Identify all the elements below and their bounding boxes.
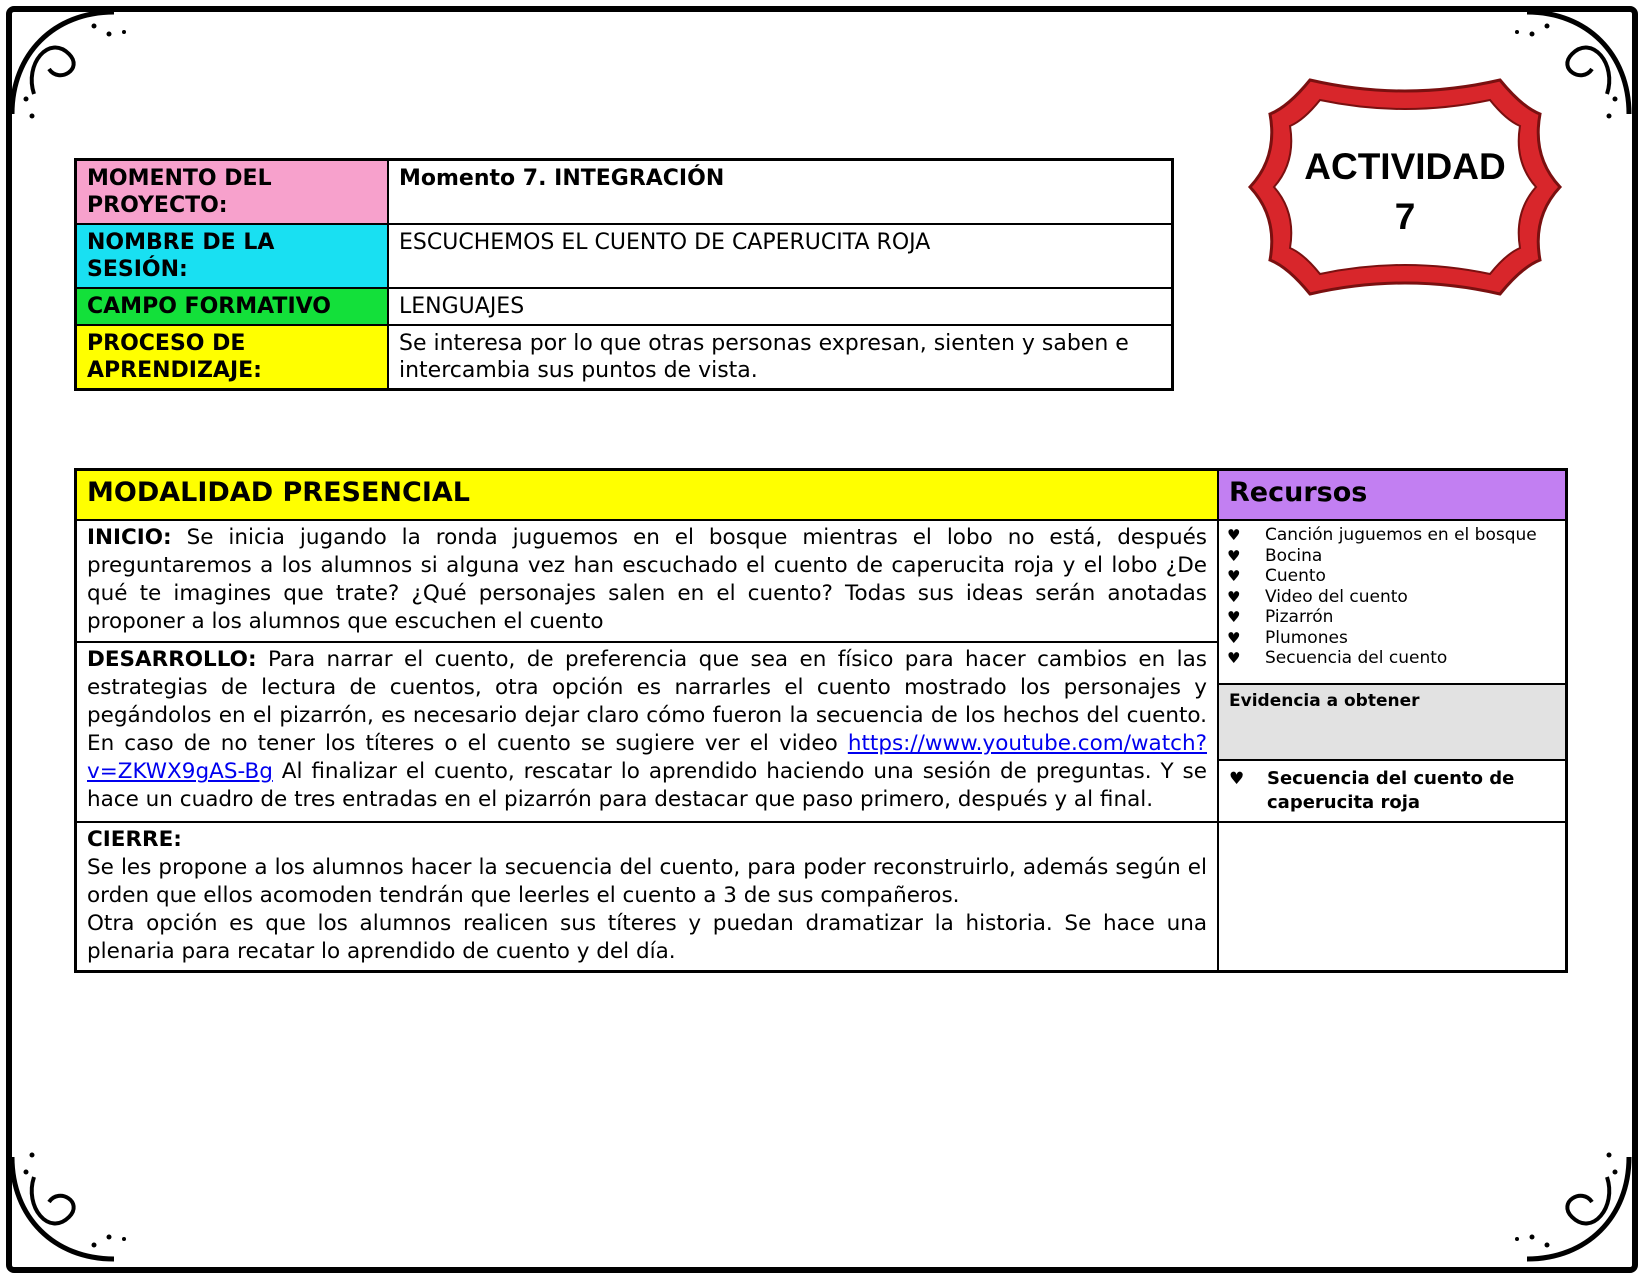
desarrollo-text: Para narrar el cuento, de preferencia que sea en físico para hacer cambios en las estrategias de lectura de cuentos, otra opción es narrarles el cuento mostrado los personajes y pegándolos en el pizarrón, es necesario dejar claro cómo fueron la secuencia de los hechos del cuento. En caso de no tener los títeres o el cuento se sugiere ver el video xyxy=(87,647,1207,757)
cierre-text-1: Se les propone a los alumnos hacer la secuencia del cuento, para poder reconstruirlo, además según el orden que ellos acomoden tendrán que leerles el cuento a 3 de sus compañeros. xyxy=(87,854,1207,908)
session-info-table xyxy=(74,158,1174,391)
inicio-text: Se inicia jugando la ronda juguemos en el bosque mientras el lobo no está, después preguntaremos a los alumnos si alguna vez han escuchado el cuento de caperucita roja y el lobo ¿De qué te imagines que trate? ¿Qué personajes salen en el cuento? Todas sus ideas serán anotadas proponer a los alumnos que escuchen el cuento xyxy=(87,525,1207,634)
desarrollo-section xyxy=(76,642,1219,821)
corner-flourish-bottom-left xyxy=(4,1117,154,1267)
youtube-video-link[interactable]: https://www.youtube.com/watch?v=ZKWX9gAS-Bg xyxy=(87,731,1207,785)
heart-icon: ♥ xyxy=(1227,526,1241,544)
cierre-section xyxy=(76,822,1219,972)
inicio-label: INICIO: xyxy=(87,525,172,550)
momento-value: Momento 7. INTEGRACIÓN xyxy=(388,160,1173,225)
evidencia-label: Evidencia a obtener xyxy=(1219,683,1565,761)
heart-icon: ♥ xyxy=(1227,649,1241,667)
activity-badge xyxy=(1240,62,1570,312)
heart-icon: ♥ xyxy=(1227,587,1241,606)
sesion-label: NOMBRE DE LA SESIÓN: xyxy=(76,224,389,288)
campo-value: LENGUAJES xyxy=(388,288,1173,325)
evidencia-text: Secuencia del cuento de caperucita roja xyxy=(1267,767,1515,813)
badge-title: ACTIVIDAD xyxy=(1304,146,1506,187)
recursos-heading: Recursos xyxy=(1218,470,1567,521)
heart-icon: ♥ xyxy=(1227,628,1241,647)
momento-label: MOMENTO DEL PROYECTO: xyxy=(76,160,389,225)
info-row-campo xyxy=(76,288,1173,325)
desarrollo-label: DESARROLLO: xyxy=(87,647,257,673)
info-row-momento xyxy=(76,160,1173,225)
sesion-value: ESCUCHEMOS EL CUENTO DE CAPERUCITA ROJA xyxy=(388,224,1173,288)
inicio-section xyxy=(76,520,1219,642)
list-item: ♥ Bocina xyxy=(1227,545,1323,566)
list-item: ♥ Video del cuento xyxy=(1227,586,1408,607)
list-item: ♥ Plumones xyxy=(1227,627,1348,648)
proceso-label: PROCESO DE APRENDIZAJE: xyxy=(76,325,389,390)
corner-flourish-top-left xyxy=(4,4,154,154)
desarrollo-text-after: Al finalizar el cuento, rescatar lo aprendido haciendo una sesión de preguntas. Y se hace un cuadro de tres entradas en el pizarrón para destacar que paso primero, después y al final. xyxy=(87,759,1207,813)
recursos-cell xyxy=(1218,520,1567,822)
list-item: ♥ Cuento xyxy=(1227,566,1326,586)
cierre-text-2: Otra opción es que los alumnos realicen sus títeres y puedan dramatizar la historia. Se hace una plenaria para recatar lo aprendido de cuento y del día. xyxy=(87,910,1207,964)
heart-icon: ♥ xyxy=(1227,546,1241,565)
evidencia-item xyxy=(1219,761,1565,821)
list-item: ♥ Canción juguemos en el bosque xyxy=(1227,525,1537,545)
cierre-label: CIERRE: xyxy=(87,826,182,852)
info-row-proceso xyxy=(76,325,1173,390)
corner-flourish-bottom-right xyxy=(1487,1117,1637,1267)
info-row-sesion xyxy=(76,224,1173,288)
heart-icon: ♥ xyxy=(1227,608,1241,626)
modalidad-heading: MODALIDAD PRESENCIAL xyxy=(76,470,1219,521)
list-item: ♥ Pizarrón xyxy=(1227,607,1334,627)
badge-number: 7 xyxy=(1394,196,1416,237)
list-item: ♥ Secuencia del cuento xyxy=(1227,648,1448,668)
proceso-value: Se interesa por lo que otras personas expresan, sienten y saben e intercambia sus puntos de vista. xyxy=(388,325,1173,390)
evidencia-empty-cell xyxy=(1218,822,1567,972)
campo-label: CAMPO FORMATIVO xyxy=(76,288,389,325)
activity-table xyxy=(74,468,1568,973)
recursos-list xyxy=(1219,521,1565,683)
heart-icon: ♥ xyxy=(1227,567,1241,585)
heart-icon: ♥ xyxy=(1229,768,1245,789)
